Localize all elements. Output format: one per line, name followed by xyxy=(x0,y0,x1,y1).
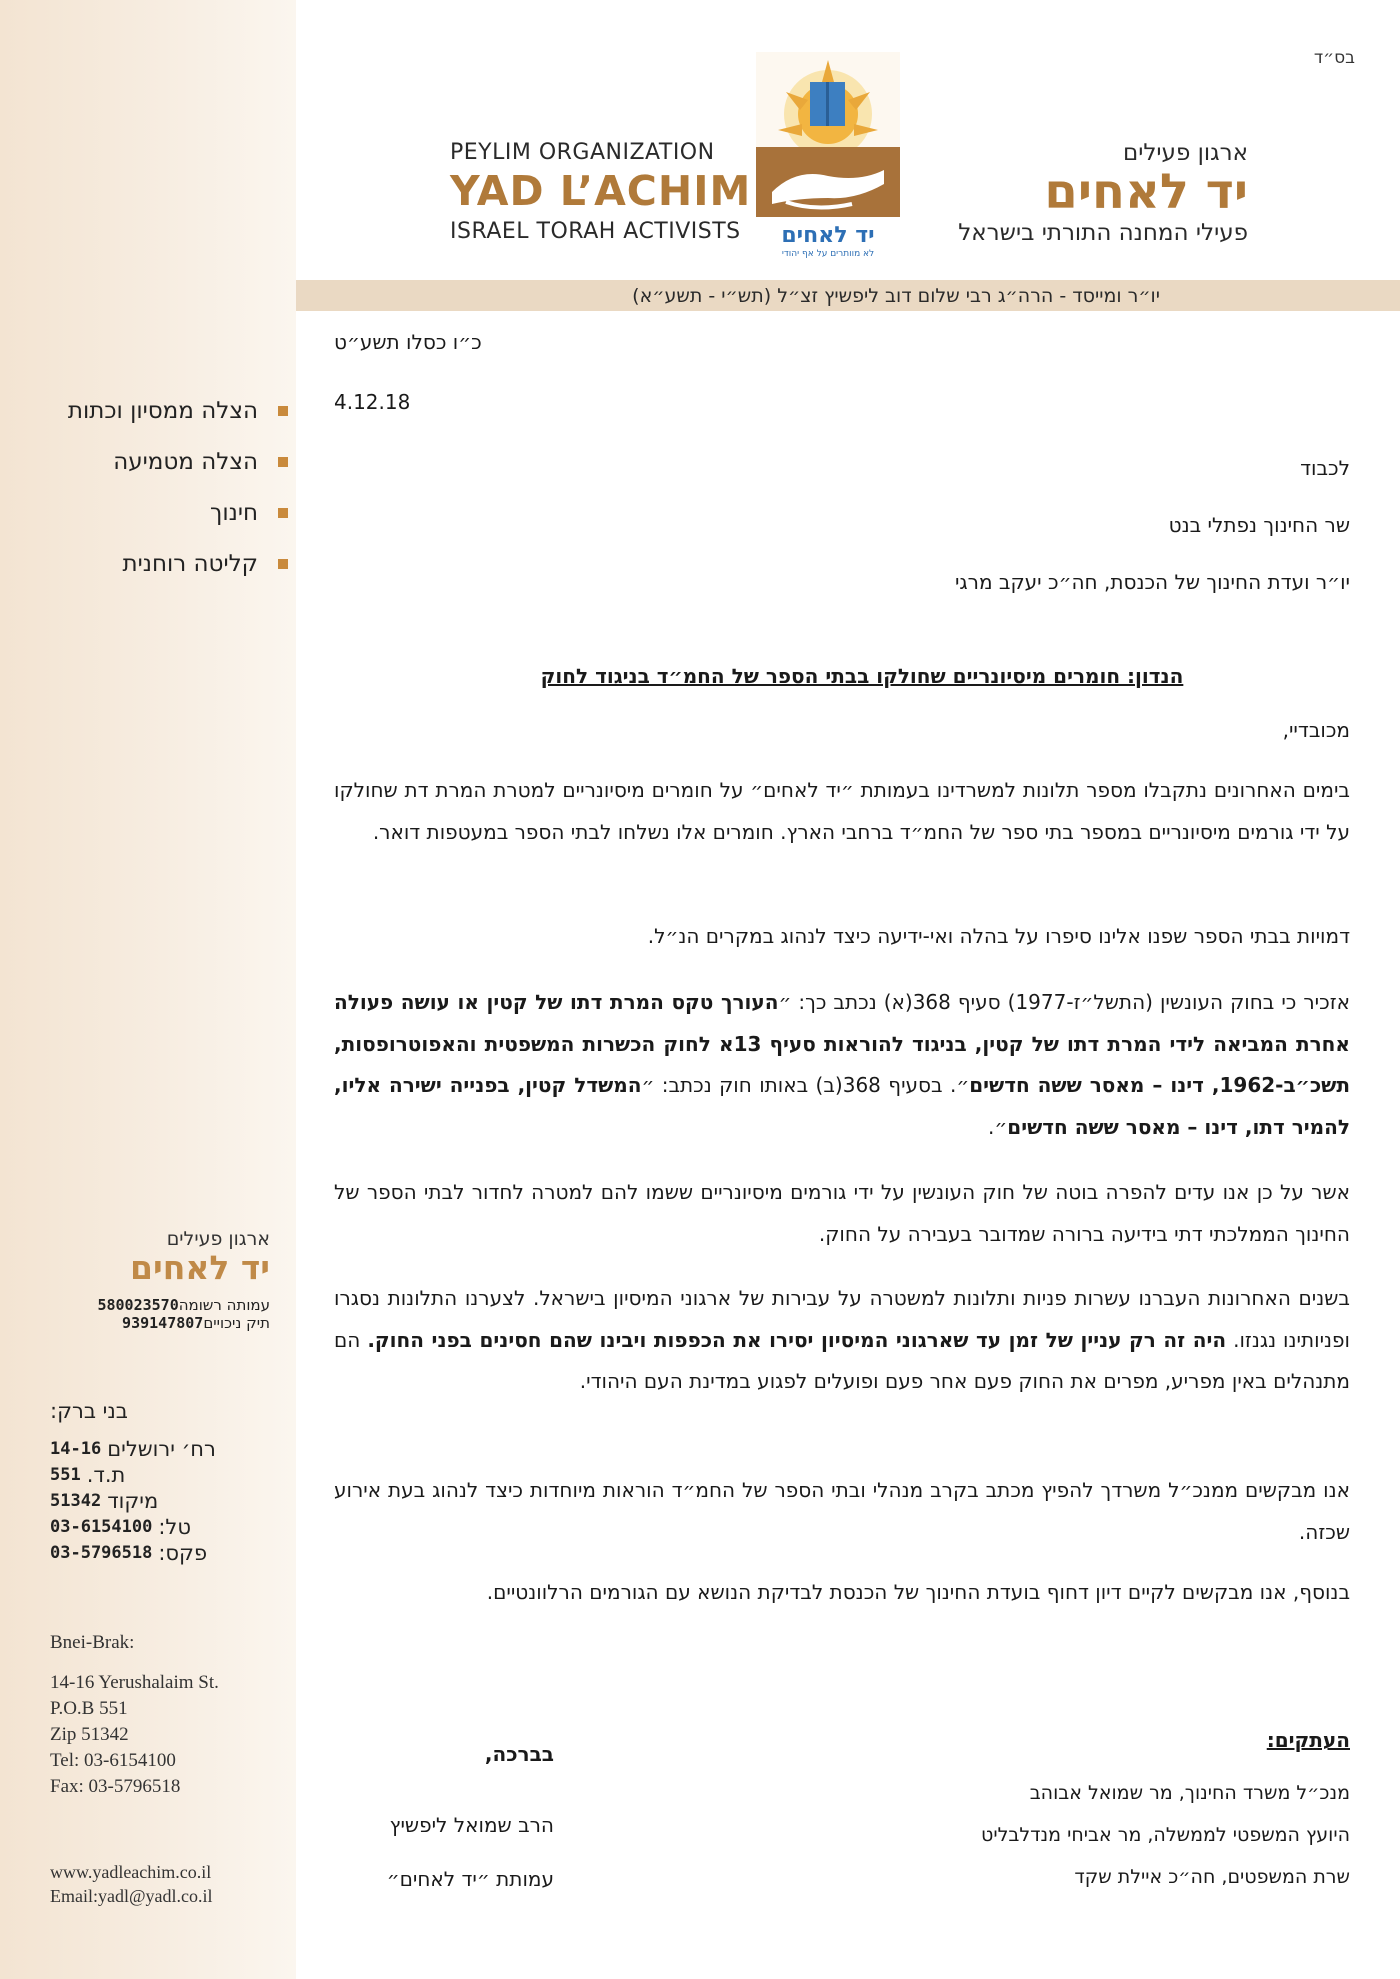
addr-label: טל: xyxy=(158,1515,191,1539)
signature-block xyxy=(334,1742,554,1906)
paragraph-6: אנו מבקשים ממנכ״ל משרדך להפיץ מכתב בקרב מנהלי ובתי הספר של החמ״ד הוראות מיוחדות כיצד לנהוג בעת אירוע שכזה. xyxy=(334,1478,1350,1544)
web-contact xyxy=(50,1860,213,1908)
p3-text: ״. xyxy=(988,1114,1008,1139)
sidebar-org-name xyxy=(50,1228,270,1287)
menu-item-label: הצלה ממסיון וכתות xyxy=(67,397,258,424)
addr-en-line: Zip 51342 xyxy=(50,1724,129,1745)
city-hebrew: בני ברק: xyxy=(50,1399,128,1423)
founder-band-text: יו״ר ומייסד - הרה״ג רבי שלום דוב ליפשיץ זצ״ל (תש״י - תשע״א) xyxy=(632,285,1160,307)
org-name-hebrew xyxy=(958,140,1248,246)
bsd-mark: בס״ד xyxy=(1313,48,1355,68)
address-hebrew xyxy=(50,1398,250,1566)
greeting: מכובדיי, xyxy=(1282,718,1350,742)
sidebar-menu xyxy=(48,385,288,589)
reg-label-1: עמותה רשומה xyxy=(178,1296,270,1314)
addr-value: 51342 xyxy=(50,1491,102,1511)
reg-label-2: תיק ניכויים xyxy=(203,1314,270,1332)
org-en-line1: PEYLIM ORGANIZATION xyxy=(450,140,715,165)
square-bullet-icon xyxy=(278,508,288,518)
addressee-block xyxy=(334,440,1350,611)
sidebar-org-small: ארגון פעילים xyxy=(166,1228,270,1250)
signer-name: הרב שמואל ליפשיץ xyxy=(389,1813,554,1837)
logo-text: יד לאחים xyxy=(781,223,875,248)
copy-recipient: היועץ המשפטי לממשלה, מר אביחי מנדלבליט xyxy=(981,1824,1350,1846)
addr-en-line: Tel: 03-6154100 xyxy=(50,1750,176,1771)
hebrew-date: כ״ו כסלו תשע״ט xyxy=(334,330,482,354)
addr-en-line: P.O.B 551 xyxy=(50,1698,128,1719)
paragraph-3 xyxy=(334,982,1350,1148)
addr-value: 14-16 xyxy=(50,1439,102,1459)
copy-recipient: שרת המשפטים, חה״כ איילת שקד xyxy=(1074,1866,1350,1888)
square-bullet-icon xyxy=(278,559,288,569)
paragraph-7: בנוסף, אנו מבקשים לקיים דיון דחוף בועדת החינוך של הכנסת לבדיקת הנושא עם הגורמים הרלוונטיים. xyxy=(486,1580,1350,1604)
reg-num-1: 580023570 xyxy=(97,1296,179,1314)
p3-quote-1: העורך טקס המרת דתו של קטין או עושה פעולה אחרת המביאה לידי המרת דתו של קטין, בניגוד להוראות סעיף 13א לחוק הכשרות המשפטית והאפוטרופסות, תשכ״ב-1962, דינו – מאסר ששה חדשים xyxy=(334,990,1351,1097)
addr-value: 03-6154100 xyxy=(50,1517,153,1537)
address-english xyxy=(50,1630,219,1800)
website-link[interactable]: www.yadleachim.co.il xyxy=(50,1862,212,1882)
org-en-line3: ISRAEL TORAH ACTIVISTS xyxy=(450,219,741,244)
org-en-line2: YAD L’ACHIM xyxy=(450,167,752,215)
p3-text: ״. בסעיף 368(ב) באותו חוק נכתב: ״ xyxy=(641,1073,970,1097)
menu-item-label: הצלה מטמיעה xyxy=(113,448,258,475)
copies-block xyxy=(981,1728,1350,1898)
reg-num-2: 939147807 xyxy=(122,1314,204,1332)
sidebar-org-big: יד לאחים xyxy=(130,1248,270,1287)
registration-info xyxy=(50,1296,270,1332)
addressee-line: יו״ר ועדת החינוך של הכנסת, חה״כ יעקב מרגי xyxy=(954,570,1350,594)
addressee-line: שר החינוך נפתלי בנט xyxy=(1168,513,1350,537)
signer-org: עמותת ״יד לאחים״ xyxy=(386,1867,554,1891)
closing: בברכה, xyxy=(484,1742,554,1766)
copies-header: העתקים: xyxy=(1266,1728,1350,1752)
menu-item-spiritual-absorption xyxy=(48,538,288,589)
addressee-line: לכבוד xyxy=(1300,456,1350,480)
square-bullet-icon xyxy=(278,406,288,416)
p3-quote-2: המשדל קטין, בפנייה ישירה אליו, להמיר דתו, דינו – מאסר ששה חדשים xyxy=(334,1073,1350,1139)
menu-item-label: קליטה רוחנית xyxy=(122,550,258,577)
yad-lachim-logo xyxy=(756,52,900,262)
paragraph-1: בימים האחרונים נתקבלו מספר תלונות למשרדינו בעמותת ״יד לאחים״ על חומרים מיסיונריים למטרת המרת דת שחולקו על ידי גורמים מיסיונריים במספר בתי ספר של החמ״ד ברחבי הארץ. חומרים אלו נשלחו לבתי הספר במעטפות דואר. xyxy=(334,778,1350,844)
addr-label: מיקוד xyxy=(107,1489,159,1513)
org-he-line1: ארגון פעילים xyxy=(1122,140,1248,166)
copy-recipient: מנכ״ל משרד החינוך, מר שמואל אבוהב xyxy=(1029,1782,1350,1804)
p3-text: אזכיר כי בחוק העונשין (התשל״ז-1977) סעיף 368(א) נכתב כך: ״ xyxy=(778,990,1351,1014)
email-link[interactable]: Email:yadl@yadl.co.il xyxy=(50,1886,213,1906)
addr-label: רח׳ ירושלים xyxy=(107,1437,216,1461)
logo-subtext: לא מוותרים על אף יהודי xyxy=(781,249,875,259)
menu-item-mission-rescue xyxy=(48,385,288,436)
gregorian-date: 4.12.18 xyxy=(334,390,411,414)
menu-item-education xyxy=(48,487,288,538)
addr-en-city: Bnei-Brak: xyxy=(50,1632,135,1653)
addr-en-line: Fax: 03-5796518 xyxy=(50,1776,181,1797)
addr-value: 03-5796518 xyxy=(50,1543,153,1563)
org-he-line2: יד לאחים xyxy=(1044,164,1248,220)
paragraph-2: דמויות בבתי הספר שפנו אלינו סיפרו על בהלה ואי-ידיעה כיצד לנהוג במקרים הנ״ל. xyxy=(647,924,1350,948)
menu-item-label: חינוך xyxy=(210,499,258,526)
addr-label: פקס: xyxy=(158,1541,208,1565)
paragraph-5 xyxy=(334,1278,1350,1403)
letter-subject: הנדון: חומרים מיסיונריים שחולקו בבתי הספר של החמ״ד בניגוד לחוק xyxy=(540,664,1184,688)
menu-item-assimilation-rescue xyxy=(48,436,288,487)
addr-value: 551 xyxy=(50,1465,81,1485)
addr-label: ת.ד. xyxy=(86,1463,126,1487)
p5-text: בשנים האחרונות העברנו עשרות פניות ותלונות למשטרה על עבירות של ארגוני המיסיון בישראל. לצערנו התלונות נסגרו ופניותינו נגנזו. xyxy=(334,1286,1350,1352)
book-icon xyxy=(810,82,845,126)
org-he-line3: פעילי המחנה התורתי בישראל xyxy=(958,220,1248,246)
org-name-english xyxy=(450,140,751,244)
addr-en-line: 14-16 Yerushalaim St. xyxy=(50,1672,219,1693)
paragraph-4: אשר על כן אנו עדים להפרה בוטה של חוק העונשין על ידי גורמים מיסיונריים ששמו להם למטרה לחדור לבתי הספר של החינוך הממלכתי דתי בידיעה ברורה שמדובר בעבירה על החוק. xyxy=(334,1180,1350,1246)
square-bullet-icon xyxy=(278,457,288,467)
p5-bold: היה זה רק עניין של זמן עד שארגוני המיסיון יסירו את הכפפות ויבינו שהם חסינים בפני החוק. xyxy=(367,1327,1227,1352)
p5-text: הם מתנהלים באין מפריע, מפרים את החוק פעם אחר פעם ופועלים לפגוע במדינת העם היהודי. xyxy=(334,1327,1350,1393)
